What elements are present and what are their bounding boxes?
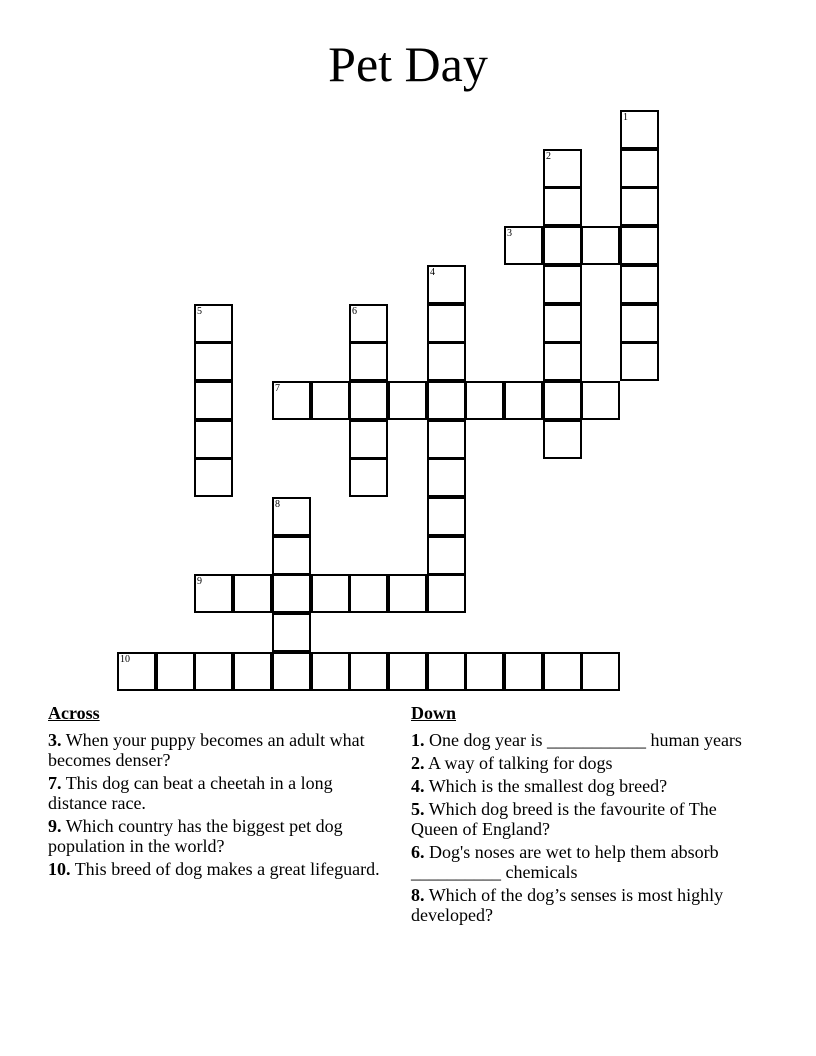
- grid-cell[interactable]: [543, 149, 582, 188]
- grid-cell[interactable]: [194, 381, 233, 420]
- grid-cell[interactable]: [349, 381, 388, 420]
- clue-number: 5.: [411, 799, 425, 819]
- clue-number: 6.: [411, 842, 425, 862]
- down-clue: [411, 730, 761, 750]
- clue-text: This dog can beat a cheetah in a long distance race.: [48, 773, 333, 813]
- clue-number-label: 1: [623, 112, 628, 123]
- grid-cell[interactable]: [543, 226, 582, 265]
- clue-number-label: 10: [120, 654, 130, 665]
- grid-cell[interactable]: [427, 497, 466, 536]
- grid-cell[interactable]: [117, 652, 156, 691]
- grid-cell[interactable]: [427, 265, 466, 304]
- page-title: Pet Day: [328, 36, 488, 92]
- grid-cell[interactable]: [504, 381, 543, 420]
- grid-cell[interactable]: [349, 342, 388, 381]
- down-heading: Down: [411, 703, 457, 723]
- grid-cell[interactable]: [427, 652, 466, 691]
- down-clue: [411, 776, 761, 796]
- clue-text: Dog's noses are wet to help them absorb __________ chemicals: [411, 842, 719, 882]
- grid-cell[interactable]: [581, 381, 620, 420]
- down-clue: [411, 842, 761, 882]
- clue-number-label: 5: [197, 306, 202, 317]
- grid-cell[interactable]: [311, 652, 350, 691]
- grid-cell[interactable]: [194, 652, 233, 691]
- grid-cell[interactable]: [465, 381, 504, 420]
- clue-number: 3.: [48, 730, 62, 750]
- grid-cell[interactable]: [349, 304, 388, 343]
- clue-text: Which of the dog’s senses is most highly developed?: [411, 885, 724, 925]
- grid-cell[interactable]: [272, 652, 311, 691]
- grid-cell[interactable]: [504, 652, 543, 691]
- grid-cell[interactable]: [427, 536, 466, 575]
- grid-cell[interactable]: [620, 226, 659, 265]
- clue-text: A way of talking for dogs: [428, 753, 613, 773]
- across-clue: [48, 773, 388, 813]
- grid-cell[interactable]: [620, 265, 659, 304]
- grid-cell[interactable]: [349, 458, 388, 497]
- grid-cell[interactable]: [581, 226, 620, 265]
- clue-number: 7.: [48, 773, 62, 793]
- grid-cell[interactable]: [504, 226, 543, 265]
- clue-number-label: 4: [430, 267, 435, 278]
- grid-cell[interactable]: [620, 342, 659, 381]
- clue-number-label: 2: [546, 151, 551, 162]
- grid-cell[interactable]: [543, 304, 582, 343]
- clue-text: One dog year is ___________ human years: [429, 730, 742, 750]
- grid-cell[interactable]: [427, 304, 466, 343]
- clue-number-label: 7: [275, 383, 280, 394]
- grid-cell[interactable]: [194, 574, 233, 613]
- clue-number: 8.: [411, 885, 425, 905]
- clue-number-label: 6: [352, 306, 357, 317]
- grid-cell[interactable]: [194, 458, 233, 497]
- clue-number-label: 3: [507, 228, 512, 239]
- grid-cell[interactable]: [272, 381, 311, 420]
- grid-cell[interactable]: [427, 381, 466, 420]
- grid-cell[interactable]: [543, 652, 582, 691]
- grid-cell[interactable]: [465, 652, 504, 691]
- grid-cell[interactable]: [233, 652, 272, 691]
- clue-number: 1.: [411, 730, 425, 750]
- grid-cell[interactable]: [349, 420, 388, 459]
- grid-cell[interactable]: [427, 342, 466, 381]
- grid-cell[interactable]: [272, 536, 311, 575]
- grid-cell[interactable]: [543, 265, 582, 304]
- grid-cell[interactable]: [311, 381, 350, 420]
- down-clue: [411, 753, 761, 773]
- grid-cell[interactable]: [349, 652, 388, 691]
- down-clues: [411, 703, 761, 928]
- clue-text: Which country has the biggest pet dog population in the world?: [48, 816, 343, 856]
- clue-number-label: 8: [275, 499, 280, 510]
- across-clues: [48, 703, 388, 882]
- grid-cell[interactable]: [311, 574, 350, 613]
- grid-cell[interactable]: [194, 420, 233, 459]
- down-clue: [411, 799, 761, 839]
- clue-number-label: 9: [197, 576, 202, 587]
- grid-cell[interactable]: [388, 381, 427, 420]
- grid-cell[interactable]: [156, 652, 195, 691]
- grid-cell[interactable]: [388, 652, 427, 691]
- clue-text: Which dog breed is the favourite of The Queen of England?: [411, 799, 717, 839]
- down-clue: [411, 885, 761, 925]
- clue-number: 4.: [411, 776, 425, 796]
- grid-cell[interactable]: [427, 574, 466, 613]
- grid-cell[interactable]: [620, 304, 659, 343]
- grid-cell[interactable]: [272, 613, 311, 652]
- grid-cell[interactable]: [620, 187, 659, 226]
- grid-cell[interactable]: [427, 458, 466, 497]
- grid-cell[interactable]: [427, 420, 466, 459]
- clue-number: 2.: [411, 753, 425, 773]
- grid-cell[interactable]: [194, 304, 233, 343]
- grid-cell[interactable]: [272, 574, 311, 613]
- clue-text: This breed of dog makes a great lifeguard.: [74, 859, 380, 879]
- across-clue: [48, 730, 388, 770]
- clue-number: 10.: [48, 859, 71, 879]
- grid-cell[interactable]: [543, 342, 582, 381]
- clue-text: Which is the smallest dog breed?: [428, 776, 668, 796]
- grid-cell[interactable]: [581, 652, 620, 691]
- grid-cell[interactable]: [543, 420, 582, 459]
- across-heading: Across: [48, 703, 100, 723]
- across-clue: [48, 816, 388, 856]
- across-clue: [48, 859, 388, 879]
- grid-cell[interactable]: [620, 110, 659, 149]
- grid-cell[interactable]: [388, 574, 427, 613]
- grid-cell[interactable]: [194, 342, 233, 381]
- grid-cell[interactable]: [620, 149, 659, 188]
- grid-cell[interactable]: [272, 497, 311, 536]
- clue-number: 9.: [48, 816, 62, 836]
- grid-cell[interactable]: [543, 381, 582, 420]
- clue-text: When your puppy becomes an adult what becomes denser?: [48, 730, 365, 770]
- grid-cell[interactable]: [349, 574, 388, 613]
- grid-cell[interactable]: [543, 187, 582, 226]
- grid-cell[interactable]: [233, 574, 272, 613]
